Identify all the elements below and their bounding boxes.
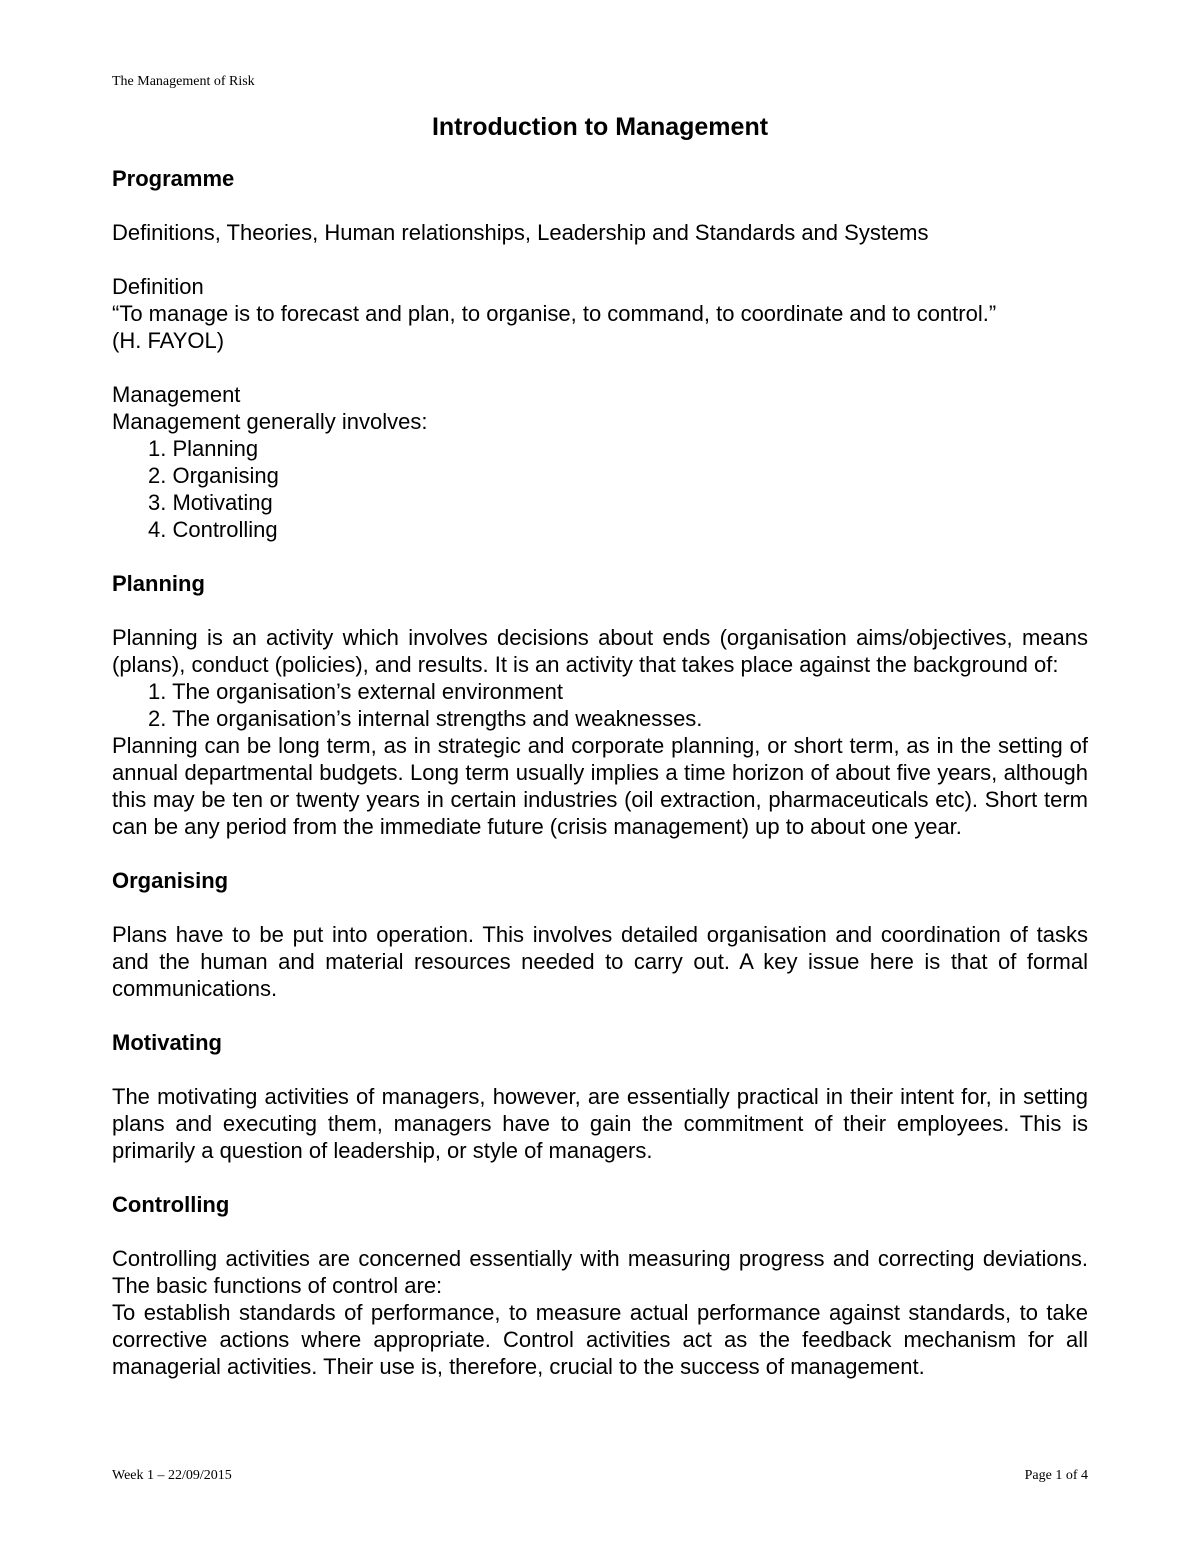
definition-label: Definition <box>112 274 204 299</box>
controlling-heading: Controlling <box>112 1192 230 1217</box>
list-item: 1. The organisation’s external environment <box>148 679 563 704</box>
motivating-paragraph: The motivating activities of managers, however, are essentially practical in their intent for, in setting plans and executing them, managers have to gain the commitment of their employees. This is primarily a question of leadership, or style of managers. <box>112 1084 1088 1163</box>
list-item: 4. Controlling <box>148 517 278 542</box>
programme-text: Definitions, Theories, Human relationships, Leadership and Standards and Systems <box>112 220 929 245</box>
planning-paragraph: Planning is an activity which involves decisions about ends (organisation aims/objectives, means (plans), conduct (policies), and results. It is an activity that takes place against the background of: <box>112 625 1088 677</box>
list-item: 2. Organising <box>148 463 279 488</box>
planning-heading: Planning <box>112 571 205 596</box>
management-list <box>112 435 1088 543</box>
page-number: Page 1 of 4 <box>1024 1468 1088 1483</box>
document-body <box>112 111 1088 1380</box>
motivating-heading: Motivating <box>112 1030 222 1055</box>
running-footer <box>112 1468 1088 1484</box>
planning-list <box>112 678 1088 732</box>
controlling-paragraph: Controlling activities are concerned essentially with measuring progress and correcting deviations. The basic functions of control are: <box>112 1246 1088 1298</box>
running-header: The Management of Risk <box>112 74 255 89</box>
list-item: 2. The organisation’s internal strengths and weaknesses. <box>148 706 703 731</box>
document-title: Introduction to Management <box>431 113 769 141</box>
definition-author: (H. FAYOL) <box>112 328 225 353</box>
footer-date: Week 1 – 22/09/2015 <box>112 1468 232 1483</box>
list-item: 1. Planning <box>148 436 259 461</box>
definition-quote: “To manage is to forecast and plan, to organise, to command, to coordinate and to control.” <box>112 301 997 326</box>
organising-paragraph: Plans have to be put into operation. This involves detailed organisation and coordination of tasks and the human and material resources needed to carry out. A key issue here is that of formal communications. <box>112 922 1088 1001</box>
management-label: Management <box>112 382 241 407</box>
planning-paragraph-2: Planning can be long term, as in strategic and corporate planning, or short term, as in the setting of annual departmental budgets. Long term usually implies a time horizon of about five years, although this may be ten or twenty years in certain industries (oil extraction, pharmaceuticals etc). Short term can be any period from the immediate future (crisis management) up to about one year. <box>112 733 1088 839</box>
controlling-paragraph-2: To establish standards of performance, to measure actual performance against standards, to take corrective actions where appropriate. Control activities act as the feedback mechanism for all managerial activities. Their use is, therefore, crucial to the success of management. <box>112 1300 1088 1379</box>
management-intro: Management generally involves: <box>112 409 428 434</box>
organising-heading: Organising <box>112 868 229 893</box>
list-item: 3. Motivating <box>148 490 273 515</box>
programme-heading: Programme <box>112 166 235 191</box>
